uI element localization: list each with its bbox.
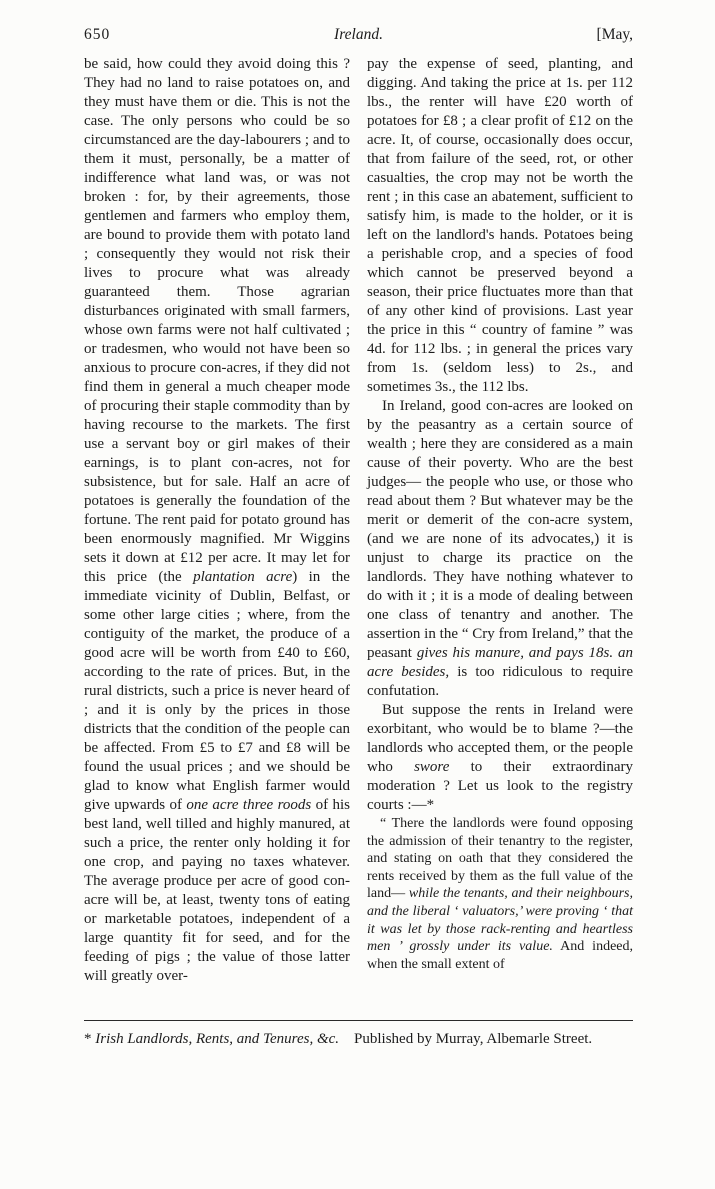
body-paragraph: But suppose the rents in Ireland were exorbitant, who would be to blame ?—the landlords who accepted them, or the people who swore to their extraordinary moderation ? Let us look to the registry courts :—* <box>367 702 633 813</box>
blockquote-paragraph: “ There the landlords were found opposing the admission of their tenantry to the register, and stating on oath that they considered the rents received by them as the full value of the land— while the tenants, and their neighbours, and the liberal ‘ valuators,’ were proving ‘ that it was let by those rack-renting and heartless men ’ grossly under its value. And indeed, when the small extent of <box>367 816 633 972</box>
page-content <box>84 26 633 986</box>
left-column <box>84 55 350 986</box>
body-paragraph: In Ireland, good con-acres are looked on by the peasantry as a certain source of wealth ; here they are considered as a main cause of their poverty. Who are the best judges— the people who use, or those who read about them ? But whatever may be the merit or demerit of the con-acre system, (and we are none of its advocates,) it is unjust to charge its practice on the landlords. They have nothing whatever to do with it ; it is a mode of dealing between one class of tenantry and another. The assertion in the “ Cry from Ireland,” that the peasant gives his manure, and pays 18s. an acre besides, is too ridiculous to require confutation. <box>367 398 633 699</box>
page-header <box>84 26 633 48</box>
issue-label: [May, <box>596 26 633 43</box>
right-column <box>367 55 633 986</box>
body-paragraph: pay the expense of seed, planting, and digging. And taking the price at 1s. per 112 lbs., the renter will have £20 worth of potatoes for £8 ; a clear profit of £12 on the acre. It, of course, occasionally does occur, that from failure of the seed, rot, or other casualties, the crop may not be worth the rent ; in this case an abatement, sufficient to satisfy him, is made to the holder, or it is left on the landlord's hands. Potatoes being a perishable crop, and a species of food which cannot be preserved beyond a season, their price fluctuates more than that of any other kind of provisions. Last year the price in this “ country of famine ” was 4d. for 112 lbs. ; in general the prices vary from 1s. (seldom less) to 2s., and sometimes 3s., the 112 lbs. <box>367 56 633 395</box>
footnote-section <box>84 1020 633 1049</box>
footnote-text: * Irish Landlords, Rents, and Tenures, &c. Published by Murray, Albemarle Street. <box>84 1031 593 1047</box>
running-title: Ireland. <box>334 26 383 43</box>
two-column-body <box>84 55 633 986</box>
page-number: 650 <box>84 26 111 43</box>
body-paragraph: be said, how could they avoid doing this ? They had no land to raise potatoes on, and they must have them or die. This is not the case. The only persons who could be so circumstanced are the day-labourers ; and to them it must, personally, be a matter of indifference what land was, or was not broken : for, by their agreements, those gentlemen and farmers who employ them, are bound to provide them with potato land ; consequently they would not risk their lives to procure what was already guaranteed them. Those agrarian disturbances originated with small farmers, whose own farms were not half cultivated ; or tradesmen, who would not have been so anxious to procure con-acres, if they did not find them in general a much cheaper mode of procuring their staple commodity than by having recourse to the markets. The first use a servant boy or girl makes of their earnings, is to plant con-acres, not for subsistence, but for sale. Half an acre of potatoes is generally the foundation of the fortune. The rent paid for potato ground has been enormously magnified. Mr Wiggins sets it down at £12 per acre. It may let for this price (the plantation acre) in the immediate vicinity of Dublin, Belfast, or some other large cities ; where, from the contiguity of the market, the produce of a good acre will be worth from £40 to £60, according to the rate of prices. But, in the rural districts, such a price is never heard of ; and it is only by the prices in those districts that the condition of the people can be affected. From £5 to £7 and £8 will be found the usual prices ; and we should be glad to know what English farmer would give upwards of one acre three roods of his best land, well tilled and highly manured, at such a price, the renter only holding it for one crop, and paying no taxes whatever. The average produce per acre of good con-acre will be, at least, twenty tons of eating or marketable potatoes, independent of a large quantity fit for seed, and for the feeding of pigs ; the value of those latter will greatly over- <box>84 56 351 984</box>
